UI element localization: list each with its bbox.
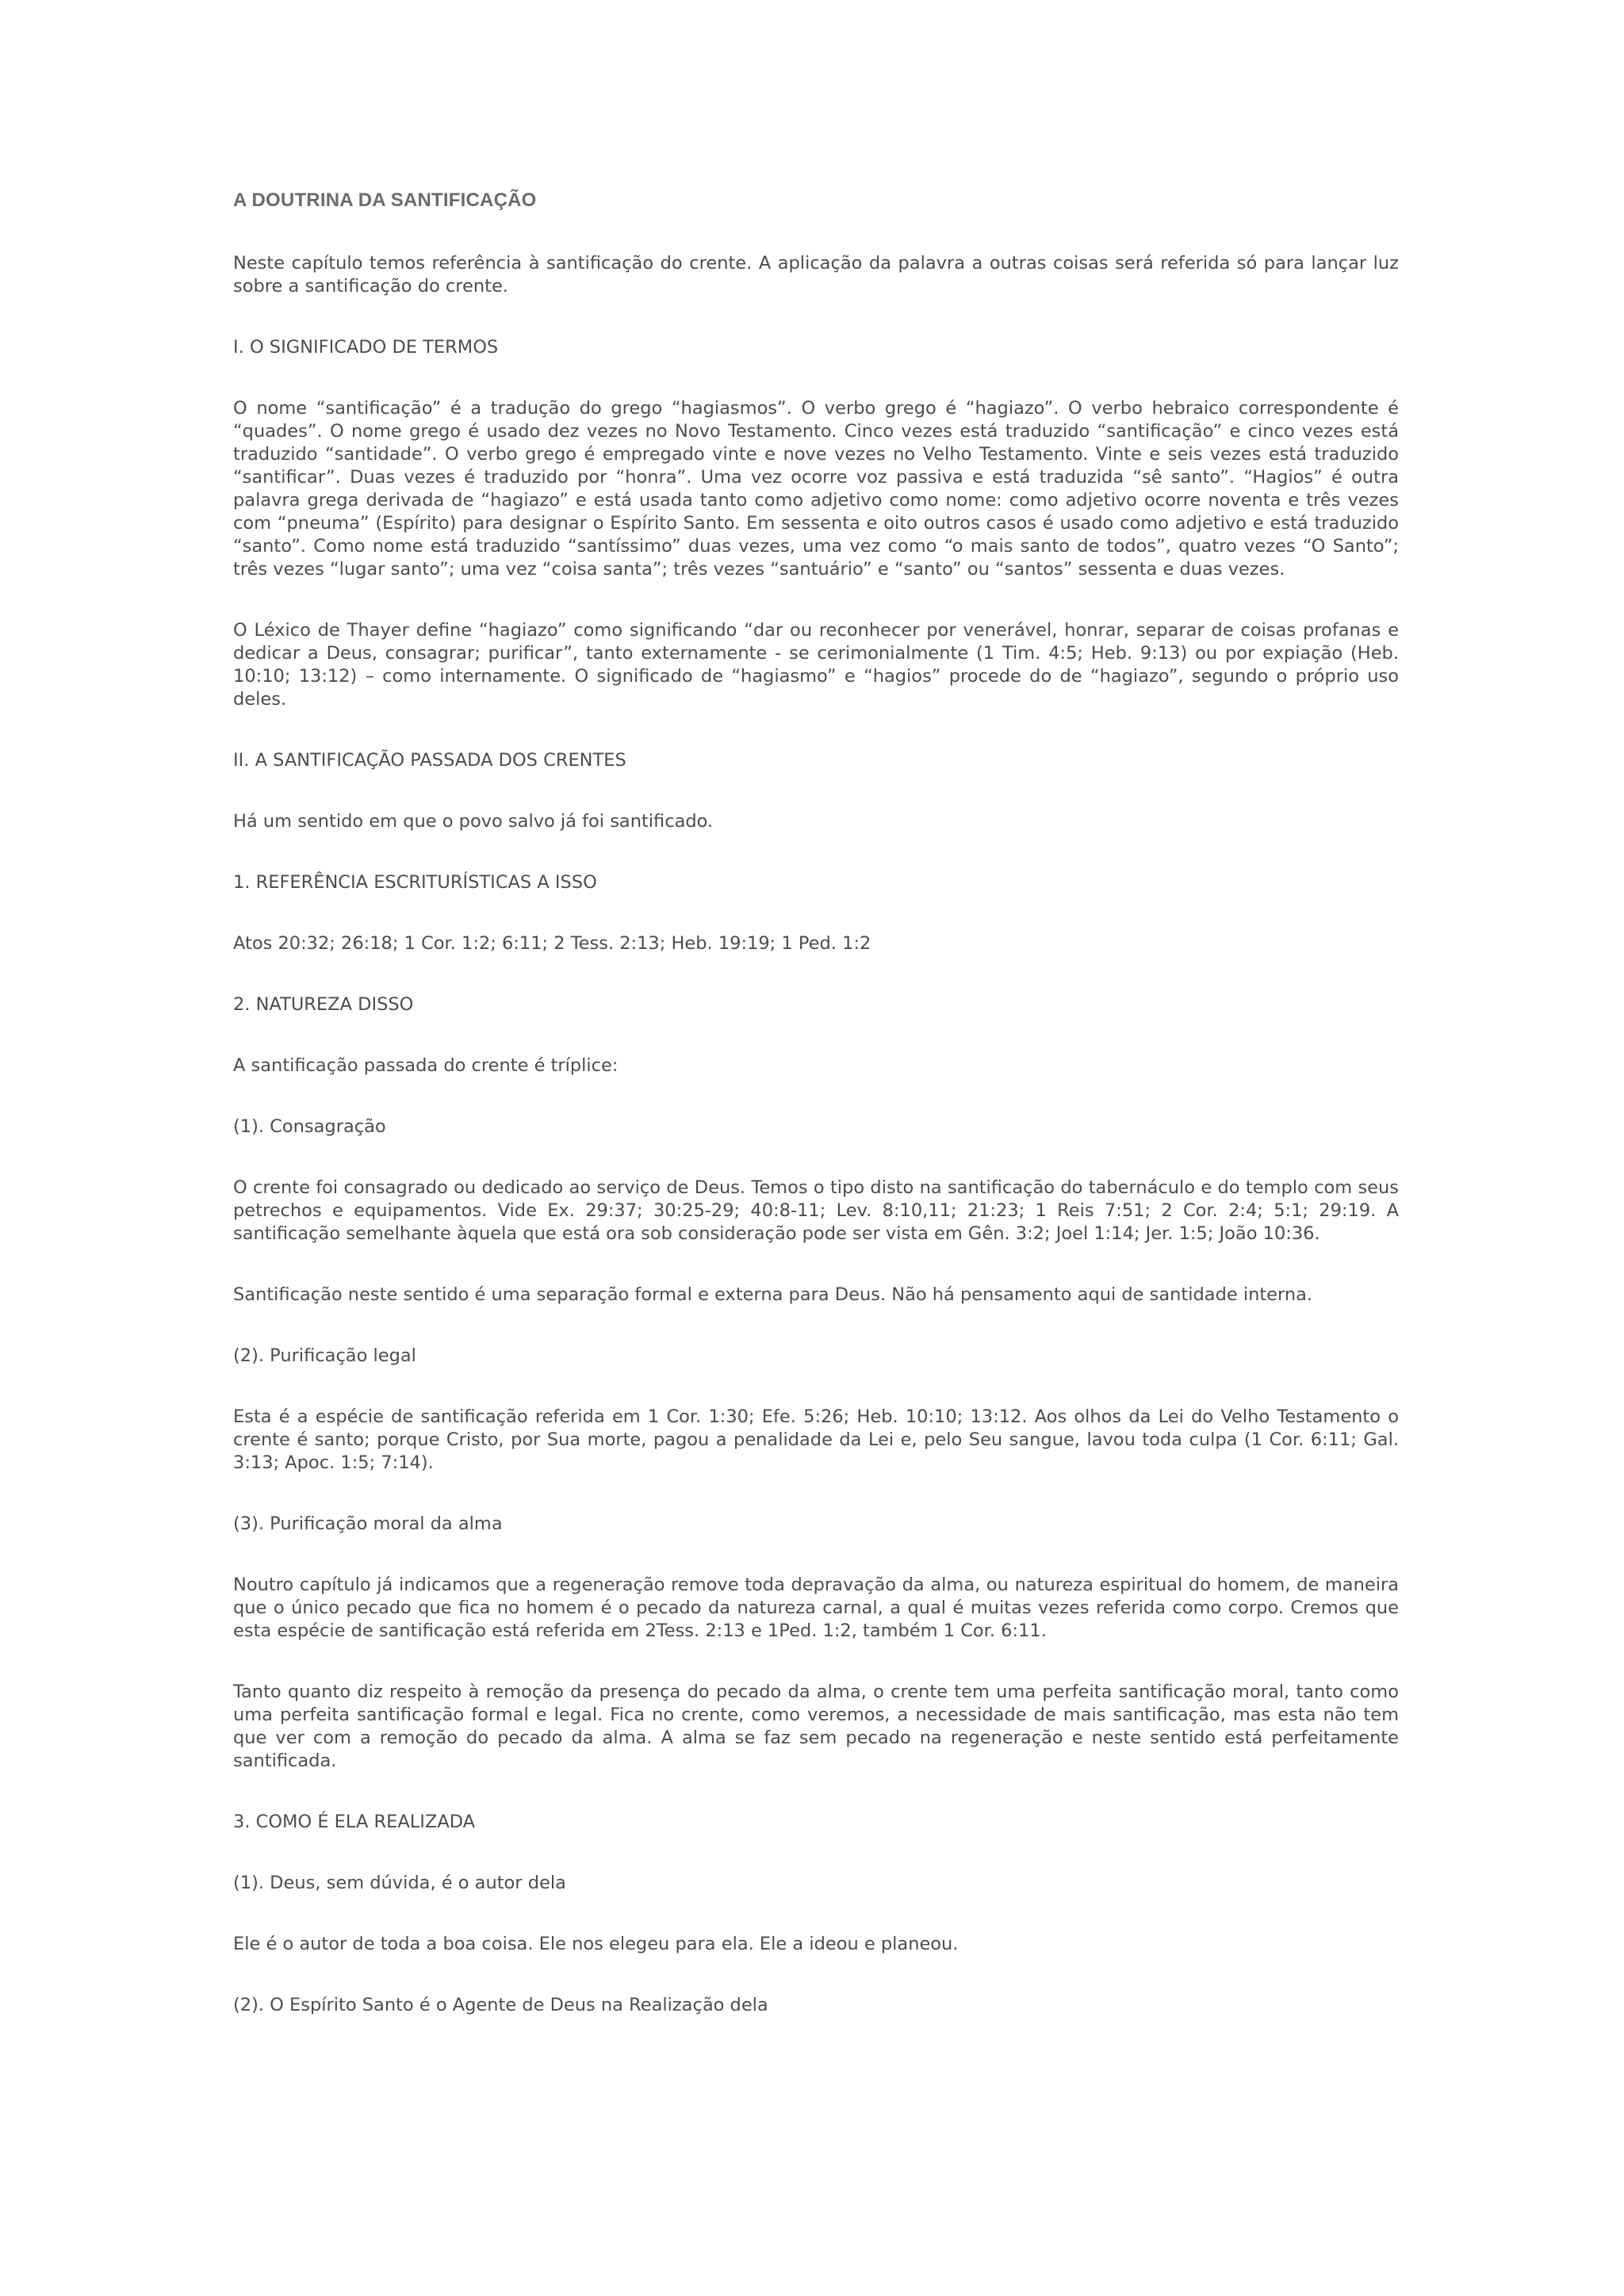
section-heading: 3. COMO É ELA REALIZADA <box>233 1812 476 1832</box>
body-paragraph: Há um sentido em que o povo salvo já foi santificado. <box>233 811 714 832</box>
body-paragraph: Santificação neste sentido é uma separação formal e externa para Deus. Não há pensamento aqui de santidade interna. <box>233 1284 1313 1305</box>
body-paragraph: Atos 20:32; 26:18; 1 Cor. 1:2; 6:11; 2 Tess. 2:13; Heb. 19:19; 1 Ped. 1:2 <box>233 933 871 954</box>
section-heading: (2). O Espírito Santo é o Agente de Deus na Realização dela <box>233 1995 768 2015</box>
body-paragraph: Ele é o autor de toda a boa coisa. Ele nos elegeu para ela. Ele a ideou e planeou. <box>233 1934 959 1954</box>
document-body <box>233 252 1399 2017</box>
body-paragraph: O nome “santificação” é a tradução do grego “hagiasmos”. O verbo grego é “hagiazo”. O verbo hebraico correspondente é “quades”. O nome grego é usado dez vezes no Novo Testamento. Cinco vezes está traduzido “santificação” e cinco vezes está traduzido “santidade”. O verbo grego é empregado vinte e nove vezes no Velho Testamento. Vinte e seis vezes está traduzido “santificar”. Duas vezes é traduzido por “honra”. Uma vez ocorre voz passiva e está traduzida “sê santo”. “Hagios” é outra palavra grega derivada de “hagiazo” e está usada tanto como adjetivo como nome: como adjetivo ocorre noventa e três vezes com “pneuma” (Espírito) para designar o Espírito Santo. Em sessenta e oito outros casos é usado como adjetivo e está traduzido “santo”. Como nome está traduzido “santíssimo” duas vezes, uma vez como “o mais santo de todos”, quatro vezes “O Santo”; três vezes “lugar santo”; uma vez “coisa santa”; três vezes “santuário” e “santo” ou “santos” sessenta e duas vezes. <box>233 398 1399 580</box>
section-heading: (1). Deus, sem dúvida, é o autor dela <box>233 1873 566 1893</box>
document-page <box>233 189 1399 2055</box>
body-paragraph: A santificação passada do crente é tríplice: <box>233 1055 619 1076</box>
document-title: A DOUTRINA DA SANTIFICAÇÃO <box>233 189 537 211</box>
body-paragraph: O crente foi consagrado ou dedicado ao serviço de Deus. Temos o tipo disto na santificação do tabernáculo e do templo com seus petrechos e equipamentos. Vide Ex. 29:37; 30:25-29; 40:8-11; Lev. 8:10,11; 21:23; 1 Reis 7:51; 2 Cor. 2:4; 5:1; 29:19. A santificação semelhante àquela que está ora sob consideração pode ser vista em Gên. 3:2; Joel 1:14; Jer. 1:5; João 10:36. <box>233 1177 1399 1244</box>
section-heading: (2). Purificação legal <box>233 1345 416 1366</box>
body-paragraph: Noutro capítulo já indicamos que a regeneração remove toda depravação da alma, ou natureza espiritual do homem, de maneira que o único pecado que fica no homem é o pecado da natureza carnal, a qual é muitas vezes referida como corpo. Cremos que esta espécie de santificação está referida em 2Tess. 2:13 e 1Ped. 1:2, também 1 Cor. 6:11. <box>233 1575 1399 1641</box>
body-paragraph: Tanto quanto diz respeito à remoção da presença do pecado da alma, o crente tem uma perfeita santificação moral, tanto como uma perfeita santificação formal e legal. Fica no crente, como veremos, a necessidade de mais santificação, mas esta não tem que ver com a remoção do pecado da alma. A alma se faz sem pecado na regeneração e neste sentido está perfeitamente santificada. <box>233 1682 1399 1771</box>
section-heading: 2. NATUREZA DISSO <box>233 994 414 1015</box>
body-paragraph: Neste capítulo temos referência à santificação do crente. A aplicação da palavra a outras coisas será referida só para lançar luz sobre a santificação do crente. <box>233 253 1399 297</box>
body-paragraph: O Léxico de Thayer define “hagiazo” como significando “dar ou reconhecer por venerável, honrar, separar de coisas profanas e dedicar a Deus, consagrar; purificar”, tanto externamente - se cerimonialmente (1 Tim. 4:5; Heb. 9:13) ou por expiação (Heb. 10:10; 13:12) – como internamente. O significado de “hagiasmo” e “hagios” procede do de “hagiazo”, segundo o próprio uso deles. <box>233 620 1399 710</box>
section-heading: II. A SANTIFICAÇÃO PASSADA DOS CRENTES <box>233 750 626 771</box>
section-heading: I. O SIGNIFICADO DE TERMOS <box>233 337 499 358</box>
section-heading: (3). Purificação moral da alma <box>233 1513 503 1534</box>
section-heading: (1). Consagração <box>233 1116 386 1137</box>
body-paragraph: Esta é a espécie de santificação referida em 1 Cor. 1:30; Efe. 5:26; Heb. 10:10; 13:12. Aos olhos da Lei do Velho Testamento o crente é santo; porque Cristo, por Sua morte, pagou a penalidade da Lei e, pelo Seu sangue, lavou toda culpa (1 Cor. 6:11; Gal. 3:13; Apoc. 1:5; 7:14). <box>233 1406 1399 1473</box>
section-heading: 1. REFERÊNCIA ESCRITURÍSTICAS A ISSO <box>233 872 597 893</box>
